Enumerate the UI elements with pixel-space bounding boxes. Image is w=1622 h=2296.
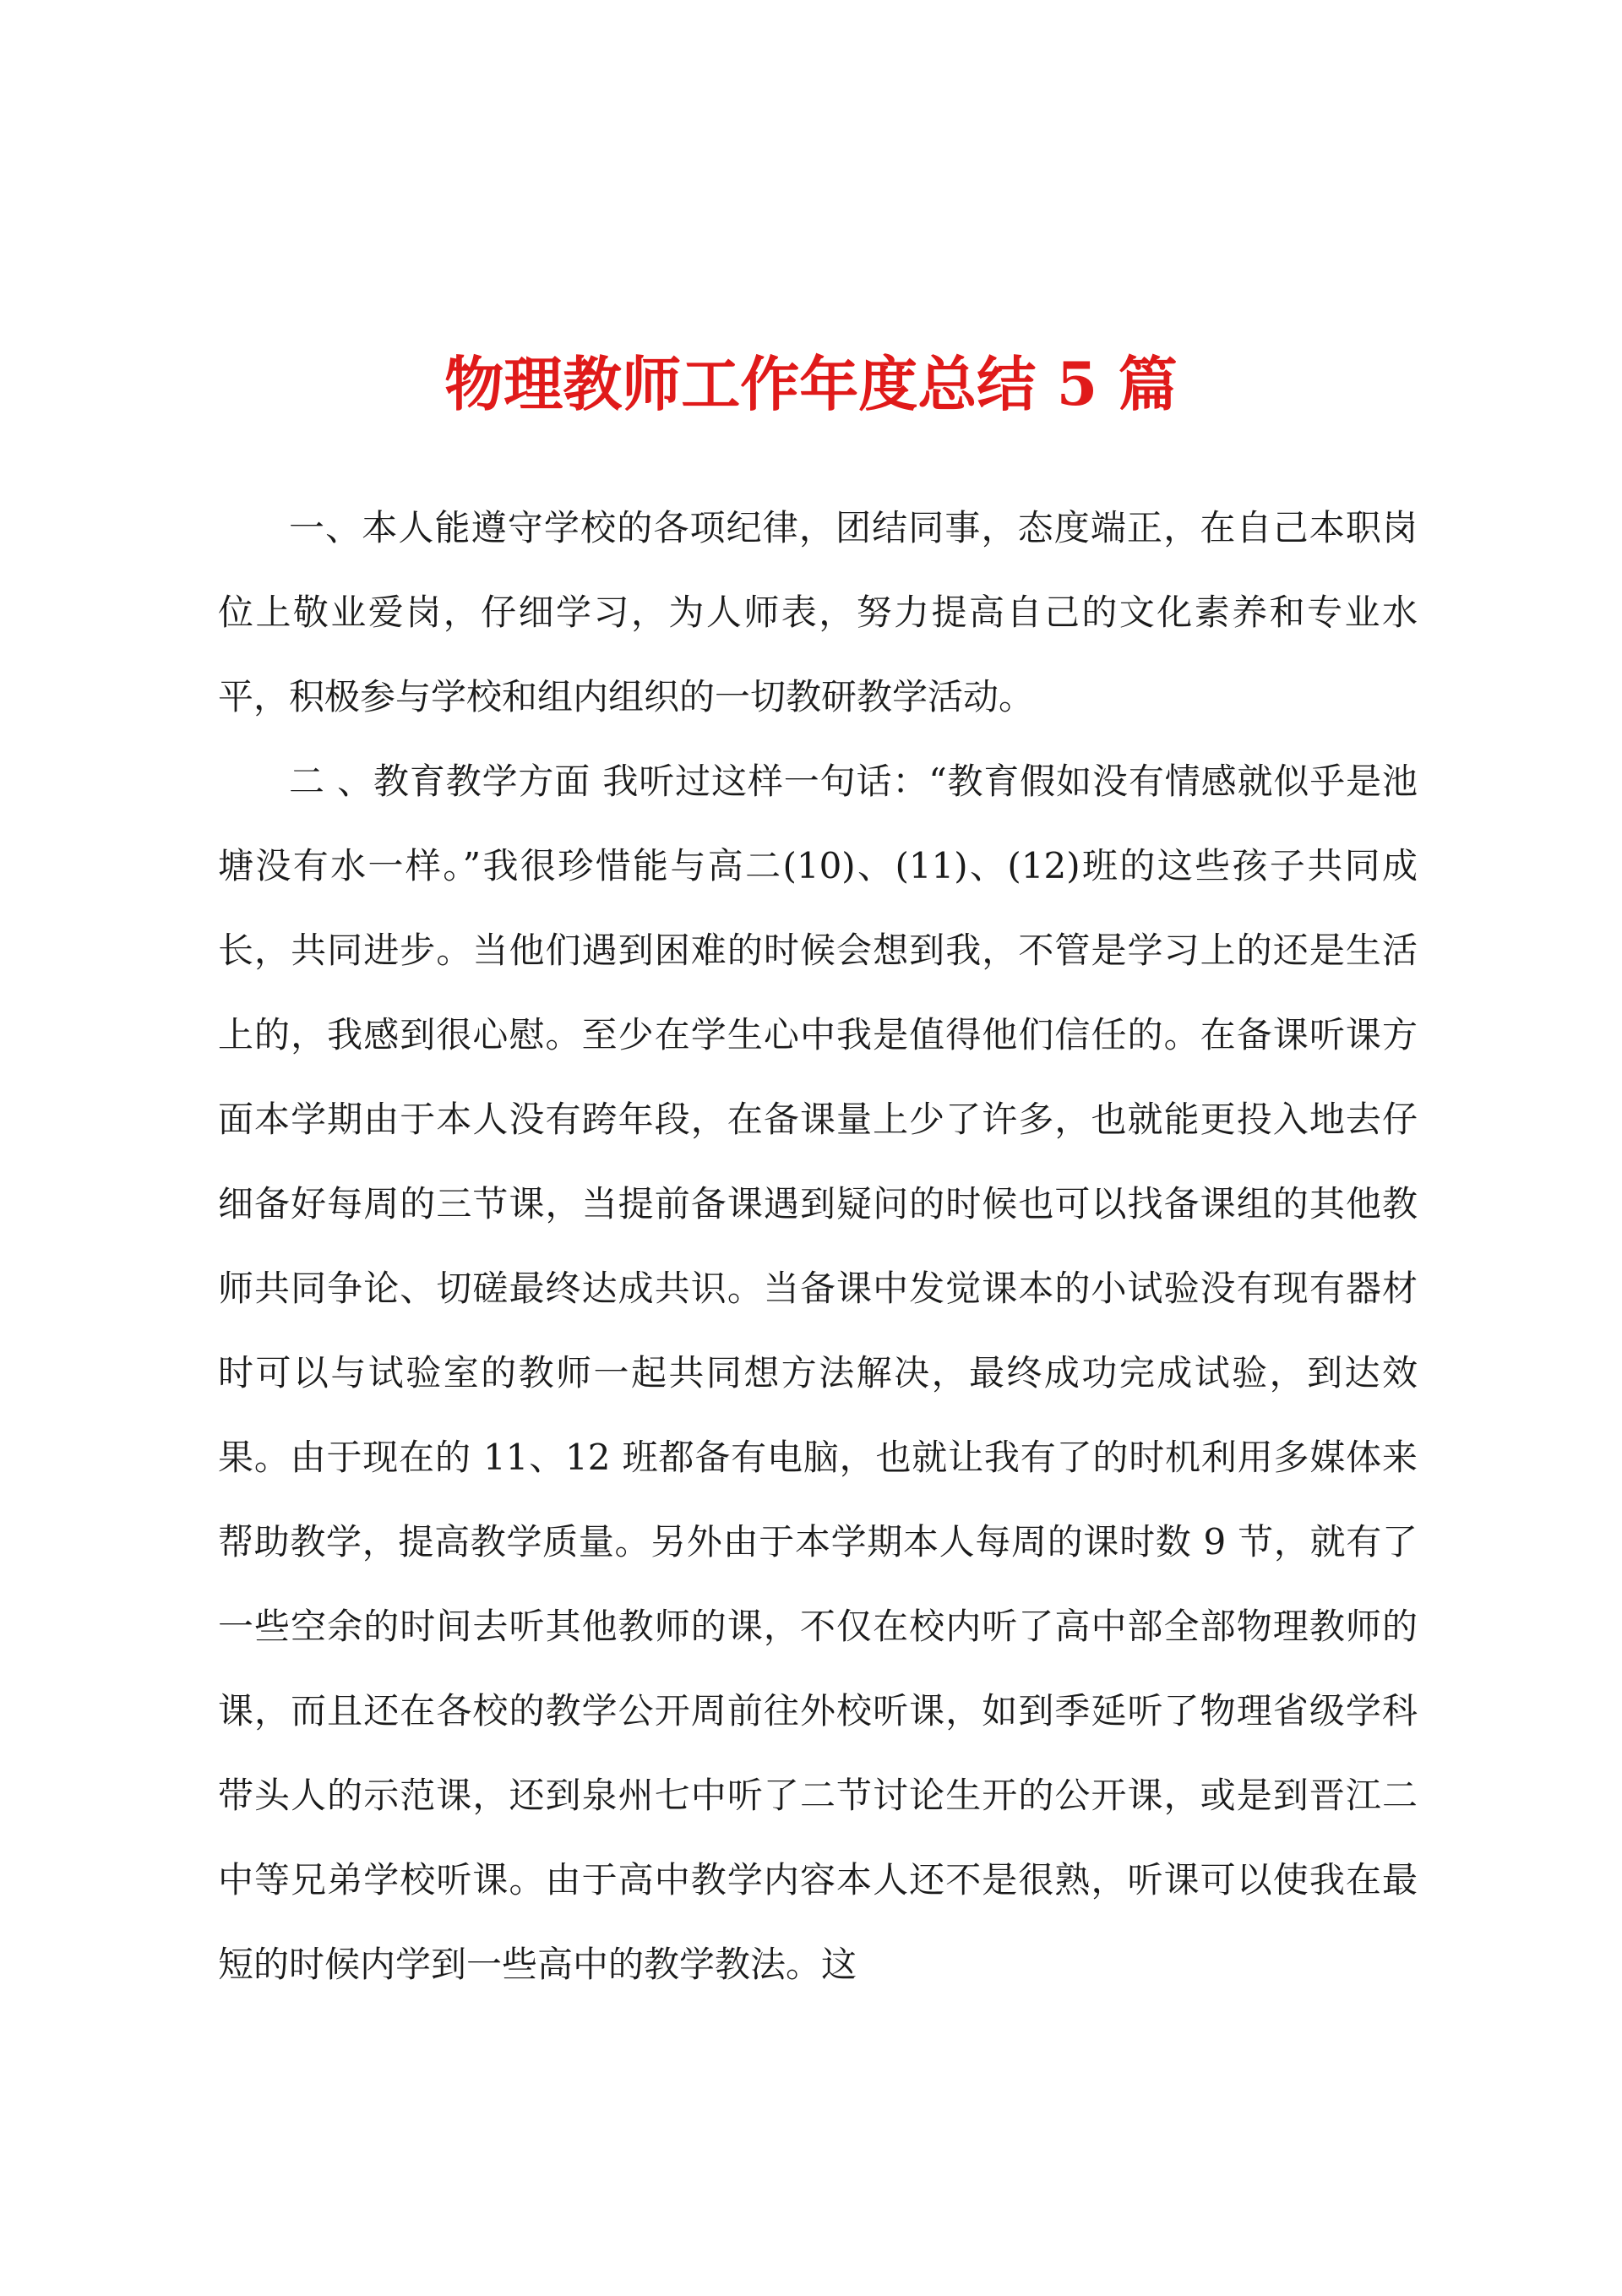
document-title: 物理教师工作年度总结 5 篇 [444,349,1178,419]
paragraph-teaching: 二 、教育教学方面 我听过这样一句话：“教育假如没有情感就似乎是池塘没有水一样。”我很珍惜能与高二(10)、(11)、(12)班的这些孩子共同成长，共同进步。当他们遇到困难的时候会想到我，不管是学习上的还是生活上的，我感到很心慰。至少在学生心中我是值得他们信任的。在备课听课方面本学期由于本人没有跨年段，在备课量上少了许多，也就能更投入地去仔细备好每周的三节课，当提前备课遇到疑问的时候也可以找备课组的其他教师共同争论、切磋最终达成共识。当备课中发觉课本的小试验没有现有器材时可以与试验室的教师一起共同想方法解决，最终成功完成试验，到达效果。由于现在的 11、12 班都备有电脑，也就让我有了的时机利用多媒体来帮助教学，提高教学质量。另外由于本学期本人每周的课时数 9 节，就有了一些空余的时间去听其他教师的课，不仅在校内听了高中部全部物理教师的课，而且还在各校的教学公开周前往外校听课，如到季延听了物理省级学科带头人的示范课，还到泉州七中听了二节讨论生开的公开课，或是到晋江二中等兄弟学校听课。由于高中教学内容本人还不是很熟，听课可以使我在最短的时候内学到一些高中的教学教法。这 [218,761,1418,1985]
paragraph-discipline: 一、本人能遵守学校的各项纪律，团结同事，态度端正，在自己本职岗位上敬业爱岗，仔细学习，为人师表，努力提高自己的文化素养和专业水平，积极参与学校和组内组织的一切教研教学活动。 [218,507,1418,717]
document-body [218,486,1418,2007]
